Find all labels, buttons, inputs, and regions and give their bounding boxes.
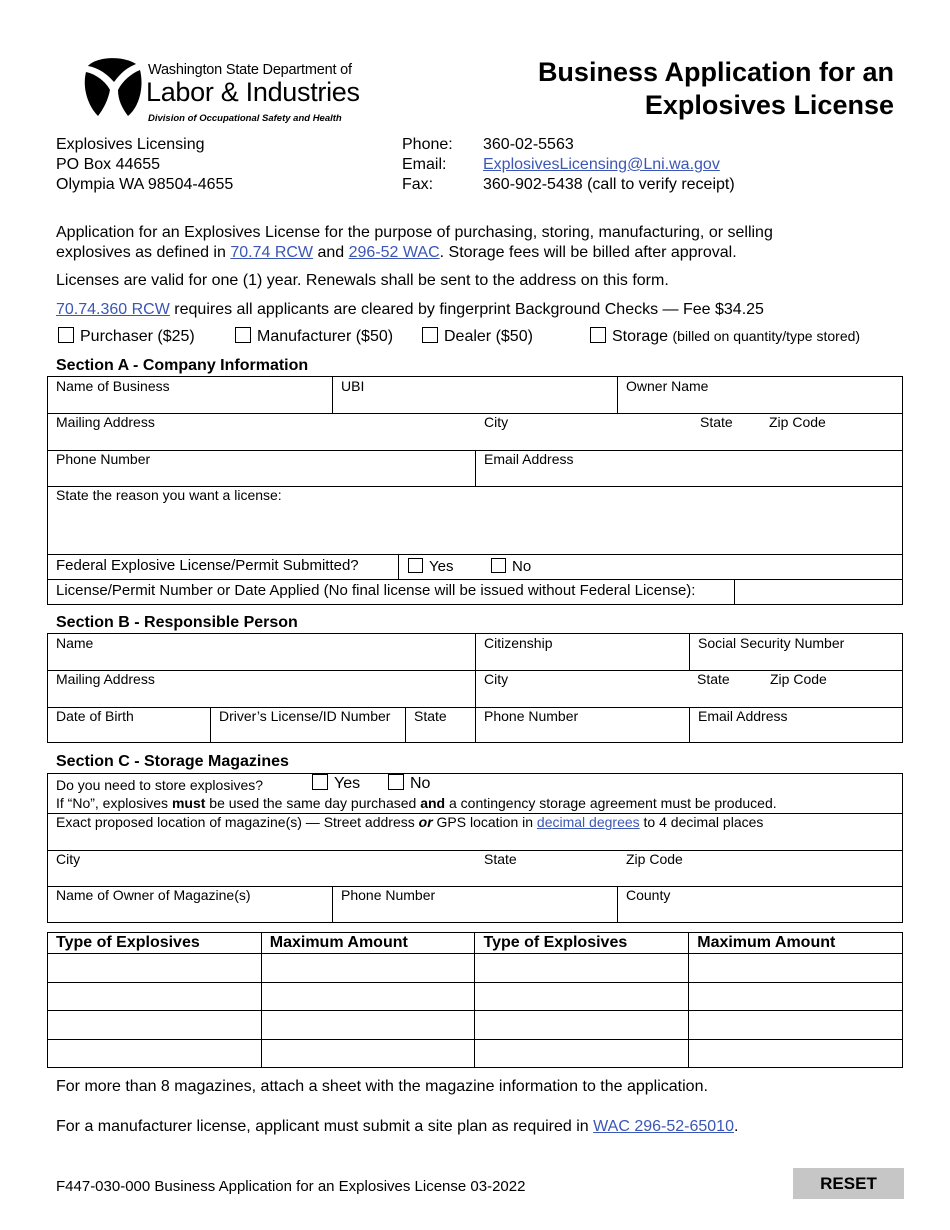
mag-zip-label: Zip Code bbox=[626, 851, 683, 867]
section-b-title: Section B - Responsible Person bbox=[56, 614, 298, 631]
federal-no-checkbox[interactable] bbox=[491, 558, 506, 573]
mailing-address-input[interactable] bbox=[54, 430, 474, 447]
location-text-b: GPS location in bbox=[432, 814, 537, 830]
address-line-1: Explosives Licensing bbox=[56, 136, 205, 153]
manufacturer-checkbox[interactable] bbox=[235, 327, 251, 343]
state-input[interactable] bbox=[698, 430, 758, 447]
dealer-label: Dealer ($50) bbox=[444, 328, 533, 345]
dl-state-input[interactable] bbox=[412, 724, 472, 741]
rcw-70-74-link[interactable]: 70.74 RCW bbox=[230, 244, 314, 261]
lni-logo bbox=[82, 52, 360, 128]
table-row bbox=[48, 1011, 903, 1040]
reset-button[interactable]: RESET bbox=[793, 1168, 904, 1199]
table-cell[interactable] bbox=[475, 954, 689, 983]
rp-city-input[interactable] bbox=[482, 687, 688, 704]
table-header-row bbox=[48, 933, 903, 954]
table-cell[interactable] bbox=[261, 1039, 475, 1068]
mailing-address-block bbox=[56, 135, 233, 195]
phone-value: 360-02-5563 bbox=[483, 136, 574, 153]
mag-state-input[interactable] bbox=[482, 867, 612, 884]
email-link[interactable]: ExplosivesLicensing@Lni.wa.gov bbox=[483, 156, 720, 173]
store-note bbox=[48, 795, 777, 811]
location-text-or: or bbox=[418, 814, 433, 830]
mag-state-label: State bbox=[484, 851, 517, 867]
background-check-rest: requires all applicants are cleared by fingerprint Background Checks — Fee $34.25 bbox=[169, 301, 764, 318]
section-c-form bbox=[47, 773, 903, 923]
dob-label: Date of Birth bbox=[56, 708, 134, 724]
dl-input[interactable] bbox=[217, 724, 401, 741]
rp-email-input[interactable] bbox=[696, 724, 898, 741]
zip-input[interactable] bbox=[768, 430, 898, 447]
store-yes-label: Yes bbox=[334, 775, 361, 792]
manufacturer-option[interactable] bbox=[235, 327, 393, 346]
purchaser-checkbox[interactable] bbox=[58, 327, 74, 343]
title-line-1: Business Application for an bbox=[537, 57, 894, 87]
federal-yes-option[interactable] bbox=[400, 558, 453, 575]
business-name-label: Name of Business bbox=[56, 378, 170, 394]
dob-input[interactable] bbox=[54, 724, 206, 741]
mag-phone-label: Phone Number bbox=[341, 887, 436, 903]
magazine-location-input[interactable] bbox=[54, 831, 898, 848]
mag-city-input[interactable] bbox=[54, 867, 474, 884]
rp-mailing-address-label: Mailing Address bbox=[56, 671, 155, 687]
phone-number-label: Phone Number bbox=[56, 451, 151, 467]
store-note-a: If “No”, explosives bbox=[56, 795, 172, 811]
site-plan-end: . bbox=[733, 1118, 739, 1135]
intro-line-1: Application for an Explosives License for the purpose of purchasing, storing, manufacturing, or selling bbox=[56, 224, 773, 241]
phone-label: Phone: bbox=[402, 136, 453, 153]
dl-label: Driver’s License/ID Number bbox=[219, 708, 391, 724]
store-yes-checkbox[interactable] bbox=[312, 774, 328, 790]
address-line-3: Olympia WA 98504-4655 bbox=[56, 176, 234, 193]
rp-phone-input[interactable] bbox=[482, 724, 686, 741]
ubi-label: UBI bbox=[341, 378, 365, 394]
mag-phone-input[interactable] bbox=[338, 903, 612, 920]
intro-text-d: . Storage fees will be billed after approval. bbox=[439, 244, 737, 261]
business-name-input[interactable] bbox=[54, 394, 328, 411]
rcw-70-74-360-link[interactable]: 70.74.360 RCW bbox=[56, 301, 170, 318]
owner-name-label: Owner Name bbox=[626, 378, 709, 394]
dl-state-label: State bbox=[414, 708, 447, 724]
table-cell[interactable] bbox=[689, 1011, 903, 1040]
header-max-1: Maximum Amount bbox=[261, 933, 475, 954]
table-cell[interactable] bbox=[261, 982, 475, 1011]
table-cell[interactable] bbox=[475, 1039, 689, 1068]
rp-state-input[interactable] bbox=[696, 687, 758, 704]
rp-email-label: Email Address bbox=[698, 708, 788, 724]
section-a-form bbox=[47, 376, 903, 605]
citizenship-input[interactable] bbox=[482, 651, 686, 668]
table-cell[interactable] bbox=[48, 954, 262, 983]
phone-number-input[interactable] bbox=[54, 467, 472, 484]
citizenship-label: Citizenship bbox=[484, 635, 553, 651]
permit-number-input[interactable] bbox=[740, 582, 898, 601]
table-row bbox=[48, 954, 903, 983]
site-plan-note bbox=[56, 1117, 738, 1137]
background-check-text bbox=[56, 300, 764, 320]
header-type-2: Type of Explosives bbox=[475, 933, 689, 954]
ssn-label: Social Security Number bbox=[698, 635, 845, 651]
email-address-input[interactable] bbox=[482, 467, 898, 484]
storage-option[interactable] bbox=[590, 327, 860, 346]
table-cell[interactable] bbox=[48, 982, 262, 1011]
store-note-c: a contingency storage agreement must be produced. bbox=[445, 795, 777, 811]
federal-yes-label: Yes bbox=[429, 558, 454, 575]
manufacturer-label: Manufacturer ($50) bbox=[257, 328, 394, 345]
storage-note: (billed on quantity/type stored) bbox=[672, 328, 861, 344]
rp-name-label: Name bbox=[56, 635, 94, 651]
rp-phone-label: Phone Number bbox=[484, 708, 579, 724]
email-address-label: Email Address bbox=[484, 451, 574, 467]
lni-logo-icon bbox=[82, 56, 144, 118]
logo-line-2: Labor & Industries bbox=[146, 77, 360, 107]
rp-zip-input[interactable] bbox=[768, 687, 898, 704]
rp-zip-label: Zip Code bbox=[770, 671, 827, 687]
store-question: Do you need to store explosives? bbox=[56, 777, 264, 793]
mag-owner-label: Name of Owner of Magazine(s) bbox=[56, 887, 251, 903]
form-id: F447-030-000 Business Application for an Explosives License 03-2022 bbox=[56, 1178, 526, 1195]
mailing-address-label: Mailing Address bbox=[56, 414, 155, 430]
wac-296-52-65010-link[interactable]: WAC 296-52-65010 bbox=[593, 1118, 734, 1135]
table-cell[interactable] bbox=[689, 954, 903, 983]
header-type-1: Type of Explosives bbox=[48, 933, 262, 954]
logo-line-3: Division of Occupational Safety and Health bbox=[148, 113, 342, 124]
rp-city-label: City bbox=[484, 671, 509, 687]
mag-owner-input[interactable] bbox=[54, 903, 328, 920]
wac-296-52-link[interactable]: 296-52 WAC bbox=[348, 244, 440, 261]
table-cell[interactable] bbox=[48, 1011, 262, 1040]
explosives-table bbox=[47, 932, 903, 1068]
store-yes-option[interactable] bbox=[304, 774, 360, 792]
purchaser-label: Purchaser ($25) bbox=[80, 328, 195, 345]
reason-input[interactable] bbox=[54, 505, 898, 551]
table-row bbox=[48, 982, 903, 1011]
table-cell[interactable] bbox=[475, 982, 689, 1011]
magazine-sheet-note: For more than 8 magazines, attach a sheet with the magazine information to the application. bbox=[56, 1078, 708, 1095]
table-cell[interactable] bbox=[689, 1039, 903, 1068]
section-a-title: Section A - Company Information bbox=[56, 357, 309, 374]
dealer-checkbox[interactable] bbox=[422, 327, 438, 343]
table-cell[interactable] bbox=[261, 1011, 475, 1040]
table-row bbox=[48, 1039, 903, 1068]
state-label: State bbox=[700, 414, 733, 430]
city-input[interactable] bbox=[482, 430, 692, 447]
fax-label: Fax: bbox=[402, 176, 434, 193]
magazine-location-label bbox=[48, 814, 763, 830]
mag-county-label: County bbox=[626, 887, 671, 903]
table-cell[interactable] bbox=[689, 982, 903, 1011]
address-line-2: PO Box 44655 bbox=[56, 156, 161, 173]
contact-block bbox=[402, 135, 735, 195]
store-no-checkbox[interactable] bbox=[388, 774, 404, 790]
table-cell[interactable] bbox=[48, 1039, 262, 1068]
zip-label: Zip Code bbox=[769, 414, 826, 430]
section-b-form bbox=[47, 633, 903, 743]
location-text-a: Exact proposed location of magazine(s) — Street address bbox=[56, 814, 419, 830]
reason-label: State the reason you want a license: bbox=[56, 487, 282, 503]
federal-yes-checkbox[interactable] bbox=[408, 558, 423, 573]
federal-license-question: Federal Explosive License/Permit Submitted? bbox=[56, 557, 359, 574]
intro-text-c: and bbox=[313, 244, 349, 261]
mag-county-input[interactable] bbox=[624, 903, 898, 920]
store-note-b: be used the same day purchased bbox=[205, 795, 421, 811]
site-plan-text: For a manufacturer license, applicant must submit a site plan as required in bbox=[56, 1118, 594, 1135]
section-c-title: Section C - Storage Magazines bbox=[56, 753, 289, 770]
intro-paragraph bbox=[56, 223, 773, 263]
rp-mailing-address-input[interactable] bbox=[54, 687, 472, 704]
city-label: City bbox=[484, 414, 509, 430]
permit-number-label: License/Permit Number or Date Applied (No final license will be issued without Federal License): bbox=[56, 582, 696, 599]
storage-label: Storage bbox=[612, 328, 669, 345]
validity-text: Licenses are valid for one (1) year. Renewals shall be sent to the address on this form. bbox=[56, 272, 669, 289]
store-note-must: must bbox=[171, 795, 206, 811]
decimal-degrees-link[interactable]: decimal degrees bbox=[536, 814, 640, 830]
mag-city-label: City bbox=[56, 851, 81, 867]
rp-name-input[interactable] bbox=[54, 651, 472, 668]
purchaser-option[interactable] bbox=[58, 327, 195, 346]
rp-state-label: State bbox=[697, 671, 730, 687]
header-max-2: Maximum Amount bbox=[689, 933, 903, 954]
intro-text-b: explosives as defined in bbox=[56, 244, 231, 261]
title-line-2: Explosives License bbox=[644, 90, 894, 120]
fax-value: 360-902-5438 (call to verify receipt) bbox=[483, 176, 735, 193]
dealer-option[interactable] bbox=[422, 327, 533, 346]
mag-zip-input[interactable] bbox=[624, 867, 898, 884]
location-text-c: to 4 decimal places bbox=[639, 814, 764, 830]
owner-name-input[interactable] bbox=[624, 394, 898, 411]
store-no-option[interactable] bbox=[380, 774, 430, 792]
table-cell[interactable] bbox=[261, 954, 475, 983]
federal-no-option[interactable] bbox=[483, 558, 531, 575]
page-title bbox=[474, 56, 894, 122]
table-cell[interactable] bbox=[475, 1011, 689, 1040]
logo-line-1: Washington State Department of bbox=[148, 62, 352, 78]
federal-no-label: No bbox=[512, 558, 532, 575]
storage-checkbox[interactable] bbox=[590, 327, 606, 343]
store-note-and: and bbox=[420, 795, 446, 811]
store-no-label: No bbox=[410, 775, 431, 792]
ubi-input[interactable] bbox=[338, 394, 612, 411]
email-label: Email: bbox=[402, 156, 447, 173]
ssn-input[interactable] bbox=[696, 651, 898, 668]
